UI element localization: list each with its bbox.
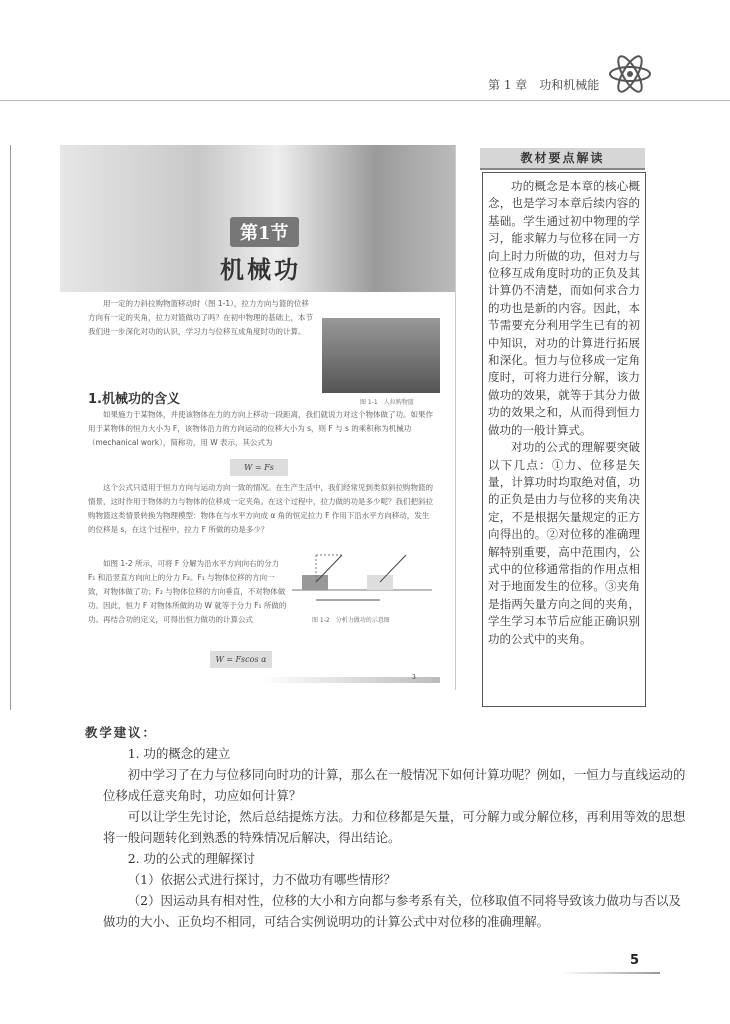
suggestion-paragraph: 可以让学生先讨论，然后总结提炼方法。力和位移都是矢量，可分解力或分解位移，再利用等效的思想将一般问题转化到熟悉的特殊情况后解决，得出结论。 (103, 809, 686, 845)
section-title: 机械功 (220, 255, 301, 284)
waterfall-banner (60, 145, 455, 292)
teaching-suggestions (85, 722, 693, 932)
suggestion-item-1: 1. 功的概念的建立 (127, 746, 231, 761)
suggestion-paragraph: 初中学习了在力与位移同向时功的计算，那么在一般情况下如何计算功呢？例如，一恒力与直线运动的位移成任意夹角时，功应如何计算？ (103, 767, 686, 803)
atom-icon (608, 54, 652, 94)
formula-w-fs: W = Fs (230, 459, 288, 476)
paragraph-decomposition: 如图 1-2 所示，可将 F 分解为沿水平方向向右的分力 F₁ 和沿竖直方向向上的分力 F₂。F₁ 与物体位移的方向一致，对物体做了功；F₂ 与物体位移的方向垂直，不对物体做功。因此，恒力 F 对物体所做的功 W 就等于分力 F₁ 所做的功。再结合功的定义，可得出恒力做功的计算公式 (88, 559, 287, 624)
suggestions-title: 教学建议： (85, 725, 157, 740)
key-points-paragraph-1: 功的概念是本章的核心概念，也是学习本章后续内容的基础。学生通过初中物理的学习，能求解力与位移在同一方向上时力所做的功，但对力与位移互成角度时功的正负及其计算仍不清楚，而如何求合力的功也是新的内容。因此，本节需要充分利用学生已有的初中知识，对功的计算进行拓展和深化。恒力与位移成一定角度时，可将力进行分解，该力做功的效果，就等于其分力做功的效果之和，从而得到恒力做功的一般计算式。 (488, 179, 640, 437)
suggestion-item-2: 2. 功的公式的理解探讨 (127, 851, 256, 866)
header-rule (0, 100, 730, 101)
force-diagram (292, 550, 432, 610)
figure-1-2-caption: 图 1-2 分析力做功的示意图 (312, 617, 390, 624)
intro-text: 用一定的力斜拉购物篮移动时（图 1-1），拉力方向与篮的位移方向有一定的夹角，拉力对篮做功了吗？在初中物理的基础上，本节我们进一步深化对功的认识，学习力与位移互成角度时功的计算。 (88, 299, 313, 336)
paragraph-definition: 如果施力于某物体，并使该物体在力的方向上移动一段距离，我们就说力对这个物体做了功。如果作用于某物体的恒力大小为 F，该物体沿力的方向运动的位移大小为 s，则 F 与 s 的乘积称为机械功（mechanical work），简称功，用 W 表示，其公式为 (88, 410, 433, 447)
page-number-rule (560, 972, 660, 974)
key-points-box (482, 172, 646, 707)
suggestion-paragraph: （2）因运动具有相对性，位移的大小和方向都与参考系有关，位移取值不同将导致该力做功与否以及做功的大小、正负均不相同，可结合实例说明功的计算公式中对位移的准确理解。 (103, 893, 681, 929)
textbook-page-excerpt (60, 145, 456, 690)
section-badge: 第1节 (230, 217, 299, 247)
key-points-paragraph-2: 对功的公式的理解要突破以下几点：①力、位移是矢量，计算功时均取绝对值，功的正负是由力与位移的夹角决定，不是根据矢量规定的正方向得出的。②对位移的准确理解特别重要，高中范围内，公式中的位移通常指的作用点相对于地面发生的位移。③夹角是指两矢量方向之间的夹角，学生学习本节后应能正确识别功的公式中的夹角。 (488, 440, 640, 646)
chapter-header: 第 1 章 功和机械能 (488, 78, 600, 92)
formula-w-fscos: W = Fscos α (210, 651, 272, 668)
sidebar-title: 教材要点解读 (480, 148, 645, 170)
heading-meaning-of-work: 1.机械功的含义 (88, 392, 180, 407)
suggestion-paragraph: （1）依据公式进行探讨，力不做功有哪些情形？ (127, 872, 396, 887)
paragraph-angle: 这个公式只适用于恒力方向与运动方向一致的情况。在生产生活中，我们经常见到类似斜拉购物篮的情景，这时作用于物体的力与物体的位移成一定夹角。在这个过程中，拉力做的功是多少呢？我们把斜拉购物篮这类情景转换为物理模型：物体在与水平方向成 α 角的恒定拉力 F 作用下沿水平方向移动，发生的位移是 s，在这个过程中，拉力 F 所做的功是多少？ (88, 483, 433, 534)
margin-rule (10, 145, 11, 710)
textbook-page-number: 3 (412, 674, 416, 681)
figure-1-1-caption: 图 1-1 人拉购物篮 (360, 399, 414, 406)
page-number: 5 (630, 953, 640, 968)
shopping-basket-photo (322, 318, 440, 393)
